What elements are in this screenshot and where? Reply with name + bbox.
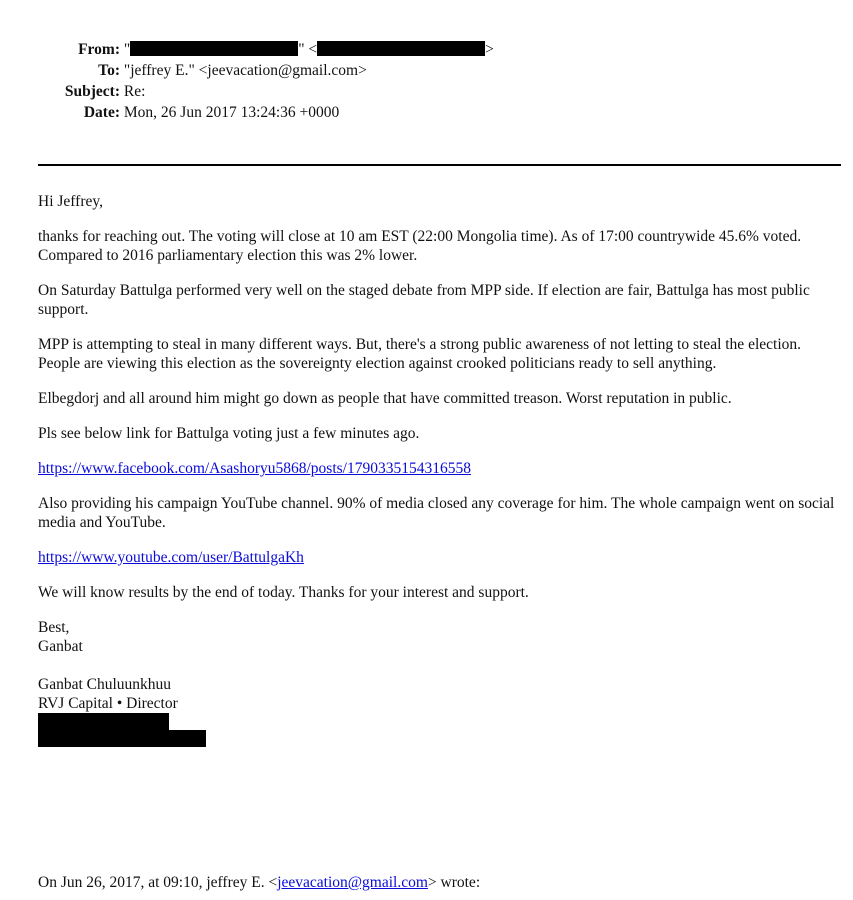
signature-name: Ganbat Chuluunkhuu — [38, 676, 172, 693]
email-headers — [0, 40, 494, 124]
signature-title: RVJ Capital • Director — [38, 695, 178, 712]
signoff-name: Ganbat — [38, 638, 83, 655]
subject-value: Re: — [123, 83, 146, 100]
quote-prefix: On Jun 26, 2017, at 09:10, jeffrey E. < — [38, 874, 278, 891]
youtube-link[interactable]: https://www.youtube.com/user/BattulgaKh — [38, 549, 304, 566]
paragraph-debate: On Saturday Battulga performed very well on the staged debate from MPP side. If election are fair, Battulga has most public support. — [38, 282, 810, 318]
email-body — [38, 192, 843, 747]
from-label: From: — [78, 41, 120, 58]
from-quote-close: " < — [298, 41, 318, 58]
date-label: Date: — [83, 104, 120, 121]
redacted-signature-line-1 — [38, 713, 169, 730]
signoff-text: Best, — [38, 619, 70, 636]
header-divider — [38, 164, 841, 166]
quote-suffix: > wrote: — [427, 874, 481, 891]
paragraph-link-intro: Pls see below link for Battulga voting just a few minutes ago. — [38, 425, 420, 442]
from-value — [124, 40, 494, 59]
quote-email-link[interactable]: jeevacation@gmail.com — [277, 874, 428, 891]
to-label: To: — [98, 62, 120, 79]
date-row — [0, 103, 494, 124]
paragraph-elbegdorj: Elbegdorj and all around him might go down as people that have committed treason. Worst reputation in public. — [38, 390, 732, 407]
subject-label: Subject: — [64, 83, 120, 100]
paragraph-voting: thanks for reaching out. The voting will close at 10 am EST (22:00 Mongolia time). As of 17:00 countrywide 45.6% voted. Compared to 2016 parliamentary election this was 2% lower. — [38, 228, 802, 264]
paragraph-results: We will know results by the end of today. Thanks for your interest and support. — [38, 584, 529, 601]
paragraph-youtube: Also providing his campaign YouTube channel. 90% of media closed any coverage for him. The whole campaign went on social media and YouTube. — [38, 495, 835, 531]
quoted-reply-header — [38, 873, 480, 892]
redacted-sender-name — [130, 41, 298, 56]
paragraph-mpp: MPP is attempting to steal in many different ways. But, there's a strong public awareness of not letting to steal the election. People are viewing this election as the sovereignty election against crooked politicians ready to sell anything. — [38, 336, 801, 372]
facebook-link[interactable]: https://www.facebook.com/Asashoryu5868/posts/1790335154316558 — [38, 460, 471, 477]
redacted-signature-line-2 — [38, 730, 206, 747]
signoff — [38, 618, 843, 656]
subject-row — [0, 82, 494, 103]
signature — [38, 675, 843, 747]
date-value: Mon, 26 Jun 2017 13:24:36 +0000 — [123, 104, 340, 121]
from-row — [0, 40, 494, 61]
redacted-sender-email — [317, 41, 485, 56]
from-angle-close: > — [485, 41, 494, 58]
from-quote-open: " — [123, 41, 131, 58]
to-value: "jeffrey E." <jeevacation@gmail.com> — [123, 62, 367, 79]
greeting: Hi Jeffrey, — [38, 193, 103, 210]
to-row — [0, 61, 494, 82]
